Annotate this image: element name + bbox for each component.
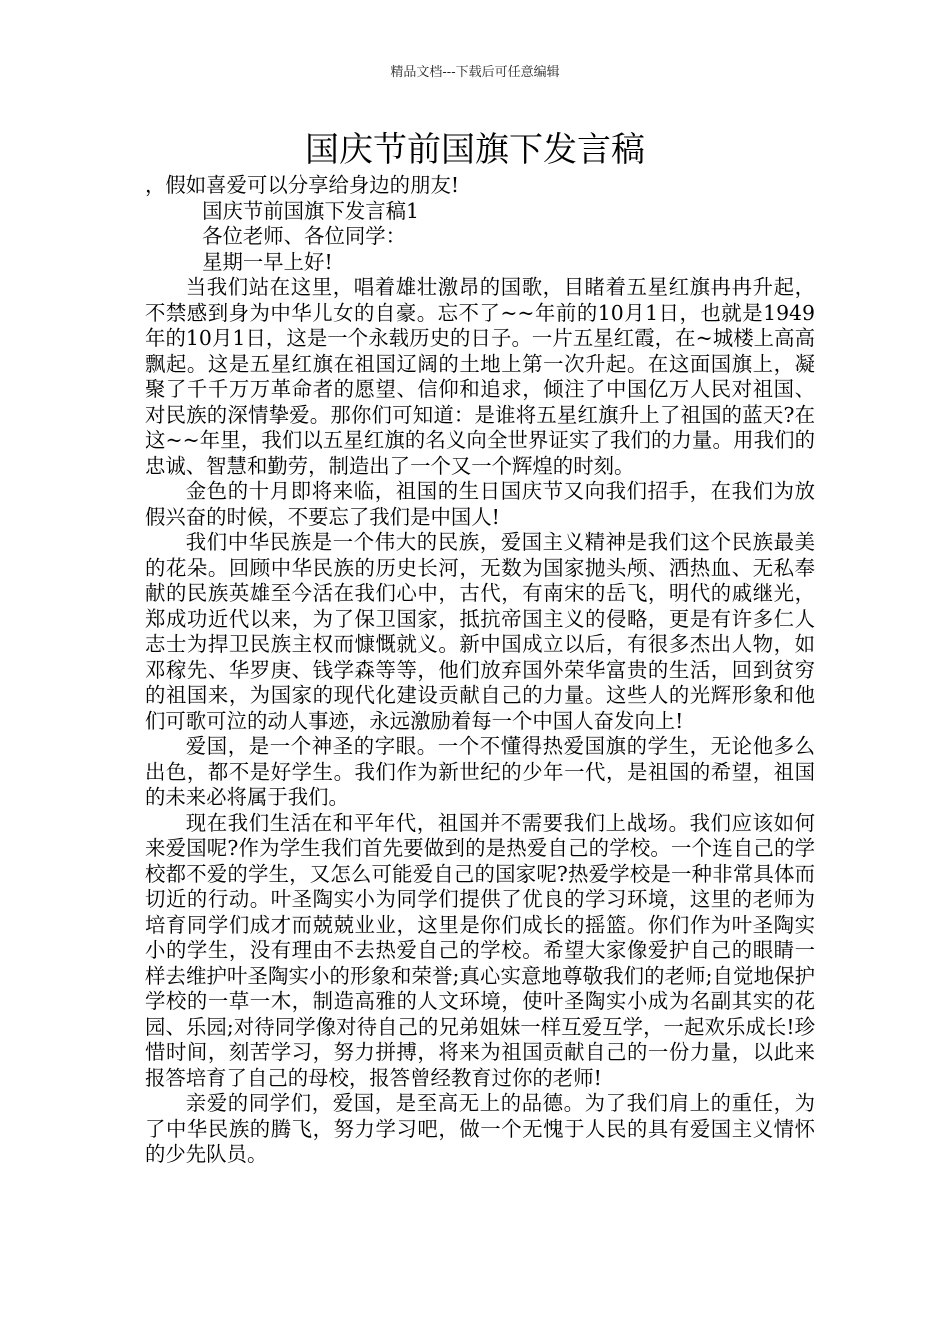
salutation-line: 各位老师、各位同学： (202, 224, 407, 248)
subtitle-line: 国庆节前国旗下发言稿1 (202, 198, 419, 223)
document-title: 国庆节前国旗下发言稿 (305, 130, 645, 170)
paragraph-5: 现在我们生活在和平年代，祖国并不需要我们上战场。我们应该如何来爱国呢?作为学生我们首先要做到的是热爱自己的学校。一个连自己的学校都不爱的学生，又怎么可能爱自己的国家呢?热爱学校是一种非常具体而切近的行动。叶圣陶实小为同学们提供了优良的学习环境，这里的老师为培育同学们成才而兢兢业业，这里是你们成长的摇篮。你们作为叶圣陶实小的学生，没有理由不去热爱自己的学校。希望大家像爱护自己的眼睛一样去维护叶圣陶实小的形象和荣誉;真心实意地尊敬我们的老师;自觉地保护学校的一草一木，制造高雅的人文环境，使叶圣陶实小成为名副其实的花园、乐园;对待同学像对待自己的兄弟姐妹一样互爱互学，一起欢乐成长!珍惜时间，刻苦学习，努力拼搏，将来为祖国贡献自己的一份力量，以此来报答培育了自己的母校，报答曾经教育过你的老师! (145, 810, 815, 1090)
paragraph-1: 当我们站在这里，唱着雄壮激昂的国歌，目睹着五星红旗冉冉升起，不禁感到身为中华儿女的自豪。忘不了~~年前的10月1日，也就是1949年的10月1日，这是一个永载历史的日子。一片五星红霞，在~城楼上高高飘起。这是五星红旗在祖国辽阔的土地上第一次升起。在这面国旗上，凝聚了千千万万革命者的愿望、信仰和追求，倾注了中国亿万人民对祖国、对民族的深情挚爱。那你们可知道：是谁将五星红旗升上了祖国的蓝天?在这~~年里，我们以五星红旗的名义向全世界证实了我们的力量。用我们的忠诚、智慧和勤劳，制造出了一个又一个辉煌的时刻。 (145, 275, 815, 478)
paragraph-3: 我们中华民族是一个伟大的民族，爱国主义精神是我们这个民族最美的花朵。回顾中华民族的历史长河，无数为国家抛头颅、洒热血、无私奉献的民族英雄至今活在我们心中，古代，有南宋的岳飞，明代的戚继光，郑成功近代以来，为了保卫国家，抵抗帝国主义的侵略，更是有许多仁人志士为捍卫民族主权而慷慨就义。新中国成立以后，有很多杰出人物，如邓稼先、华罗庚、钱学森等等，他们放弃国外荣华富贵的生活，回到贫穷的祖国来，为国家的现代化建设贡献自己的力量。这些人的光辉形象和他们可歌可泣的动人事迹，永远激励着每一个中国人奋发向上! (145, 530, 815, 733)
greeting-line: 星期一早上好! (202, 249, 333, 274)
page-header: 精品文档---下载后可任意编辑 (390, 65, 560, 80)
document-body (145, 173, 815, 1168)
paragraph-6: 亲爱的同学们，爱国，是至高无上的品德。为了我们肩上的重任，为了中华民族的腾飞，努力学习吧，做一个无愧于人民的具有爱国主义情怀的少先队员。 (145, 1091, 815, 1166)
paragraph-2: 金色的十月即将来临，祖国的生日国庆节又向我们招手，在我们为放假兴奋的时候，不要忘了我们是中国人! (145, 479, 815, 529)
intro-line: ，假如喜爱可以分享给身边的朋友! (145, 173, 460, 197)
paragraph-4: 爱国，是一个神圣的字眼。一个不懂得热爱国旗的学生，无论他多么出色，都不是好学生。我们作为新世纪的少年一代，是祖国的希望，祖国的未来必将属于我们。 (145, 734, 815, 809)
